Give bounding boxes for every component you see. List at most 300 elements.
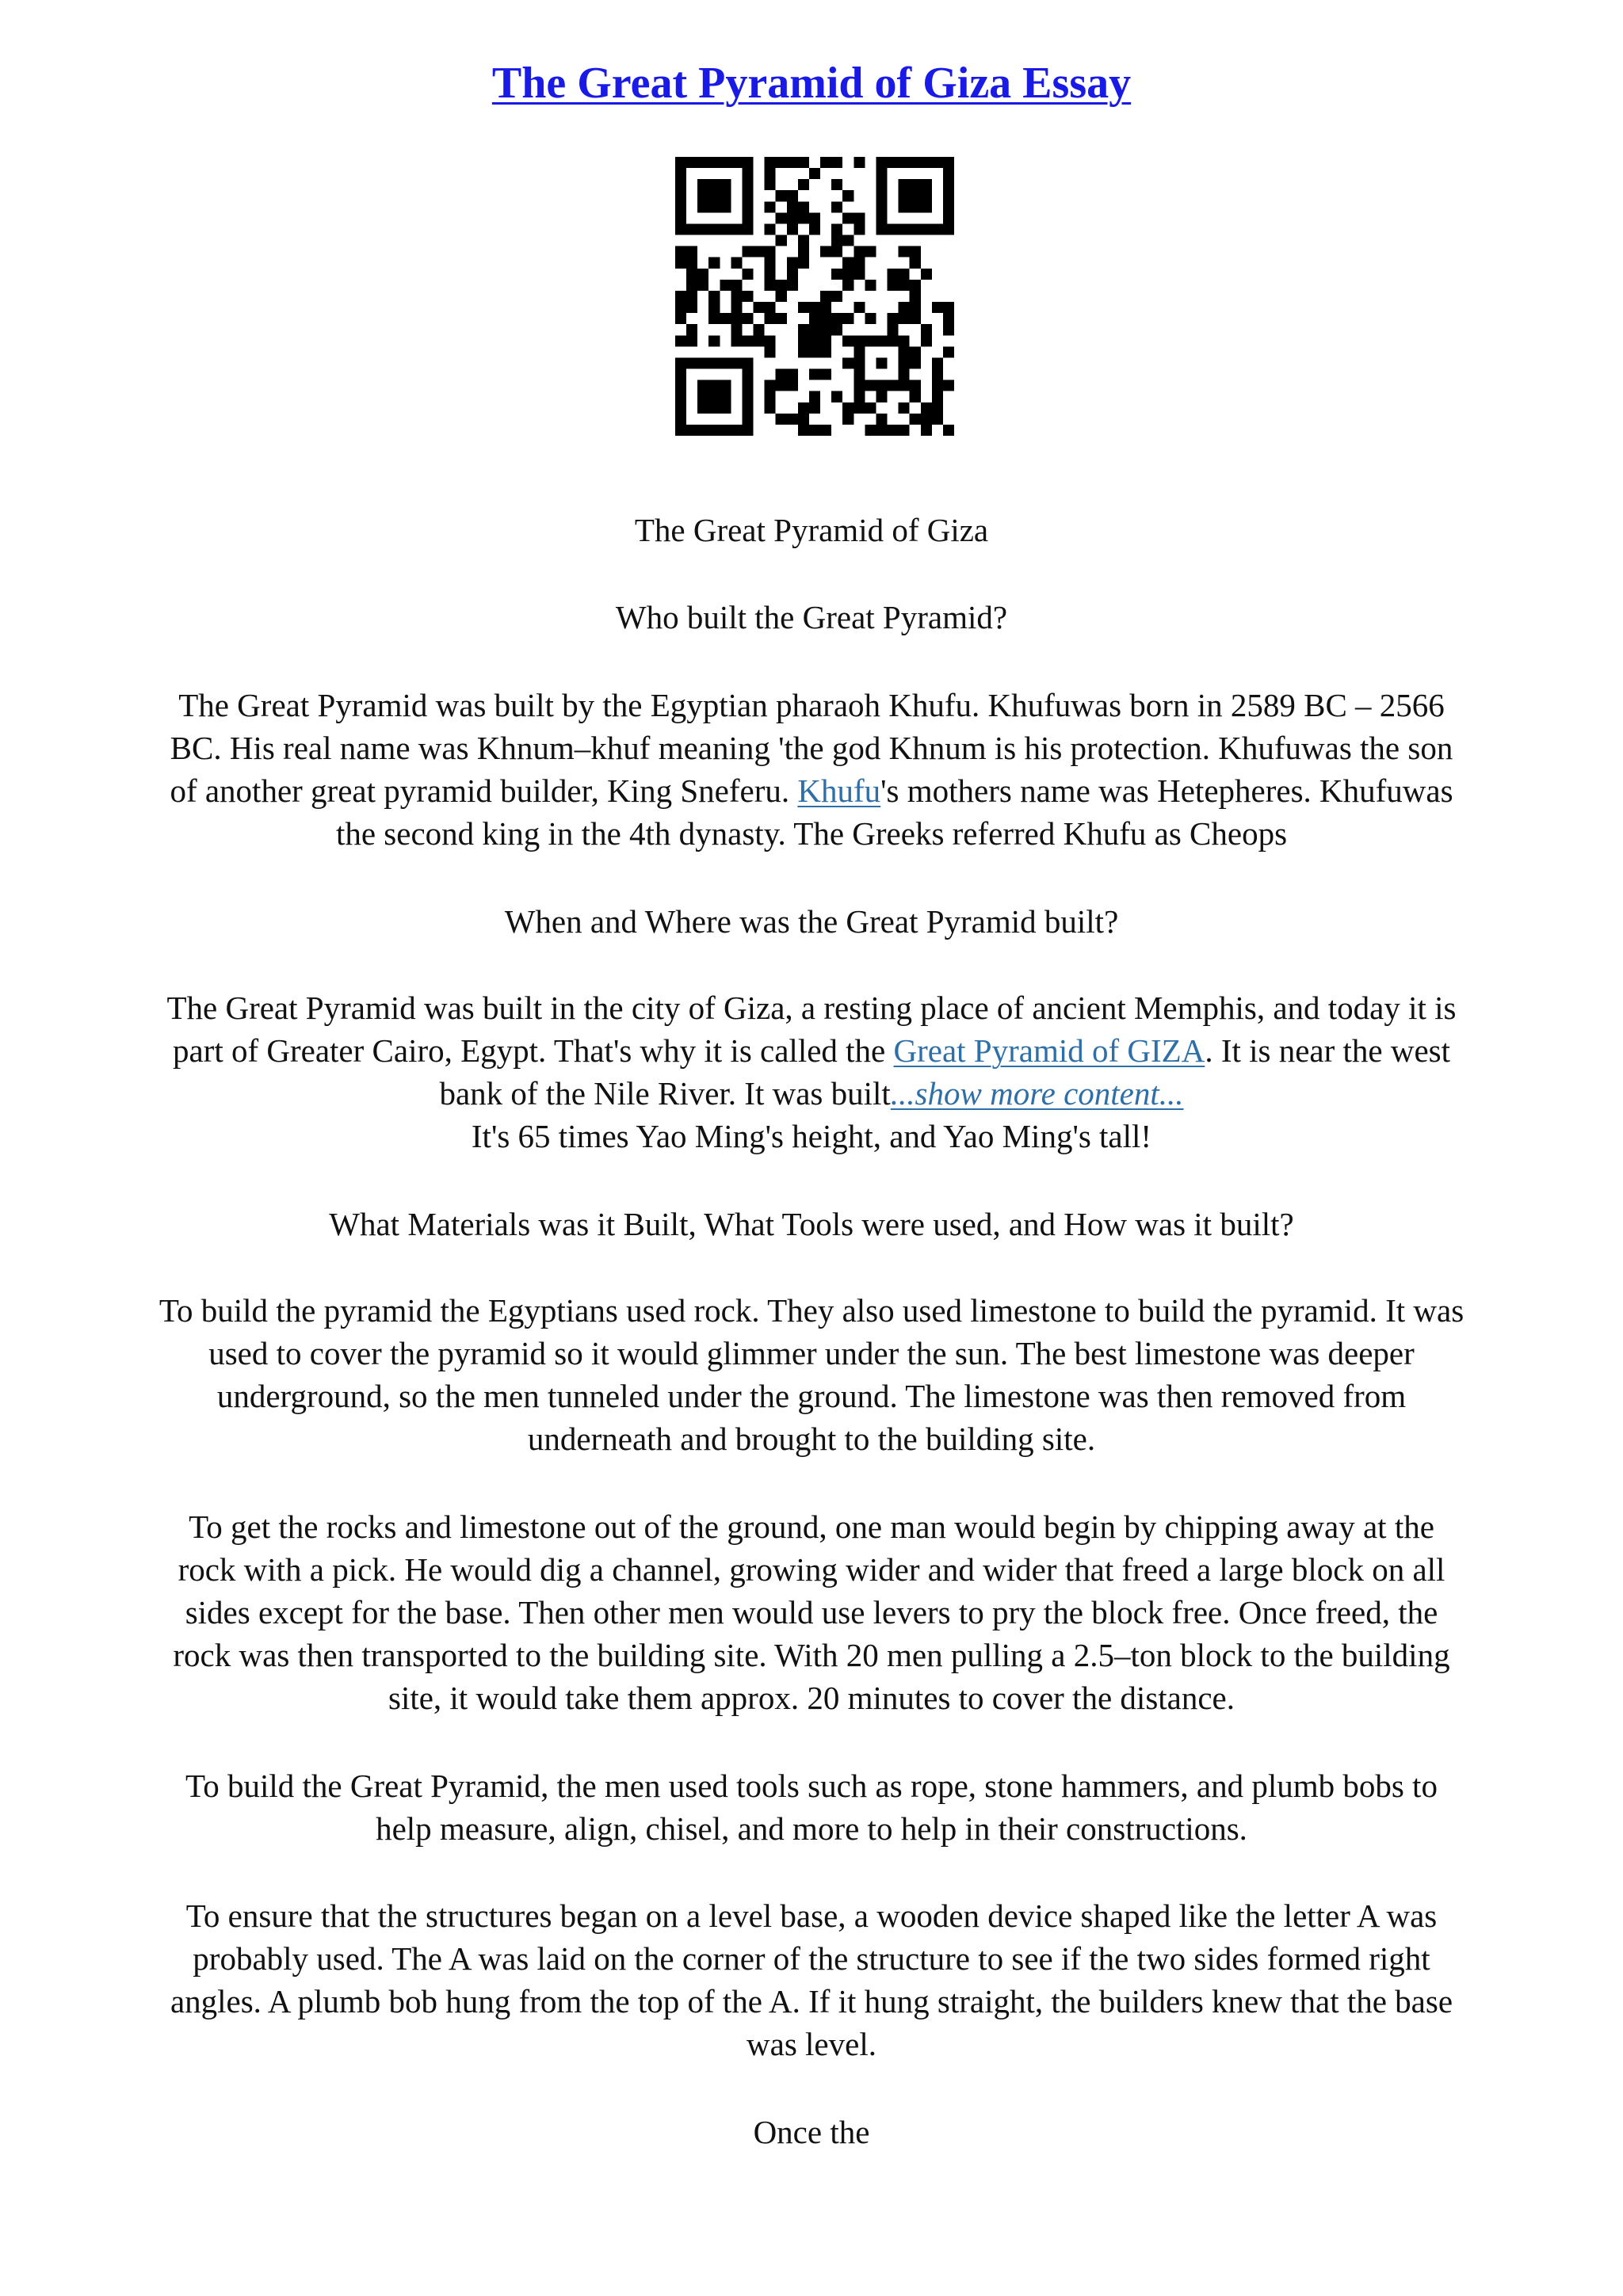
qr-module <box>921 402 932 414</box>
qr-module <box>742 190 753 201</box>
qr-module <box>776 414 787 425</box>
qr-module <box>675 313 686 324</box>
qr-module <box>820 246 831 257</box>
text-span: of another great pyramid builder, King Sneferu. <box>170 772 798 809</box>
qr-module <box>798 246 809 257</box>
qr-module <box>842 212 854 223</box>
qr-module <box>854 223 865 235</box>
qr-module <box>675 223 686 235</box>
qr-module <box>798 257 809 269</box>
qr-module <box>765 179 776 190</box>
qr-module <box>932 402 943 414</box>
qr-module <box>708 402 720 414</box>
qr-module <box>731 280 742 291</box>
qr-module <box>876 357 887 368</box>
essay-title-link[interactable]: The Great Pyramid of Giza Essay <box>491 59 1132 108</box>
qr-module <box>899 357 910 368</box>
paragraph-line <box>0 1029 1623 1072</box>
qr-module <box>708 257 720 269</box>
qr-module <box>708 313 720 324</box>
qr-module <box>820 369 831 380</box>
show-more-content-link[interactable]: ...show more content... <box>890 1075 1184 1112</box>
qr-module <box>697 402 708 414</box>
qr-module <box>776 212 787 223</box>
paragraph-line: To build the Great Pyramid, the men used tools such as rope, stone hammers, and plumb bobs to <box>185 1768 1438 1804</box>
qr-module <box>765 246 776 257</box>
qr-module <box>787 269 798 280</box>
qr-module <box>798 201 809 212</box>
qr-module <box>742 391 753 402</box>
qr-module <box>932 302 943 313</box>
text-span: bank of the Nile River. It was built <box>439 1075 891 1112</box>
qr-module <box>686 291 697 302</box>
qr-module <box>708 291 720 302</box>
qr-module <box>943 223 954 235</box>
qr-module <box>865 246 876 257</box>
qr-module <box>776 291 787 302</box>
qr-module <box>675 414 686 425</box>
qr-module <box>943 157 954 168</box>
paragraph-line: angles. A plumb bob hung from the top of the A. If it hung straight, the builders knew that the base <box>170 1983 1453 2019</box>
qr-module <box>854 246 865 257</box>
qr-module <box>798 414 809 425</box>
qr-module <box>899 201 910 212</box>
qr-module <box>686 335 697 346</box>
qr-module <box>742 223 753 235</box>
paragraph-line: site, it would take them approx. 20 minutes to cover the distance. <box>388 1680 1235 1716</box>
qr-module <box>776 190 787 201</box>
qr-module <box>765 223 776 235</box>
qr-module <box>720 380 731 391</box>
qr-module <box>932 369 943 380</box>
qr-module <box>765 201 776 212</box>
qr-module <box>921 190 932 201</box>
qr-module <box>943 201 954 212</box>
qr-module <box>787 414 798 425</box>
qr-module <box>809 425 820 436</box>
qr-module <box>842 414 854 425</box>
qr-module <box>910 414 921 425</box>
qr-module <box>943 425 954 436</box>
paragraph-line: sides except for the base. Then other men would use levers to pry the block free. Once freed, the <box>185 1594 1438 1630</box>
qr-module <box>854 212 865 223</box>
qr-module <box>776 380 787 391</box>
qr-module <box>809 324 820 335</box>
qr-module <box>697 269 708 280</box>
qr-module <box>720 179 731 190</box>
qr-module <box>765 157 776 168</box>
qr-module <box>854 335 865 346</box>
qr-module <box>842 313 854 324</box>
qr-module <box>876 157 887 168</box>
qr-module <box>754 335 765 346</box>
qr-module <box>686 302 697 313</box>
qr-module <box>731 257 742 269</box>
qr-module <box>899 179 910 190</box>
qr-module <box>787 201 798 212</box>
paragraph-line: probably used. The A was laid on the corner of the structure to see if the two sides formed right <box>193 1940 1430 1977</box>
qr-module <box>888 223 899 235</box>
paragraph-line: It's 65 times Yao Ming's height, and Yao Ming's tall! <box>471 1118 1152 1154</box>
qr-module <box>675 402 686 414</box>
qr-module <box>910 313 921 324</box>
qr-module <box>910 302 921 313</box>
qr-module <box>754 324 765 335</box>
qr-module <box>765 402 776 414</box>
qr-module <box>809 335 820 346</box>
qr-module <box>675 190 686 201</box>
qr-module <box>765 257 776 269</box>
qr-module <box>708 380 720 391</box>
qr-module <box>820 157 831 168</box>
qr-module <box>831 157 842 168</box>
qr-module <box>776 235 787 246</box>
qr-module <box>809 346 820 357</box>
qr-module <box>876 414 887 425</box>
paragraph-line: The Great Pyramid was built in the city of Giza, a resting place of ancient Memphis, and today it is <box>166 990 1457 1026</box>
qr-module <box>899 190 910 201</box>
qr-module <box>675 425 686 436</box>
paragraph-line: The Great Pyramid was built by the Egyptian pharaoh Khufu. Khufuwas born in 2589 BC – 2566 <box>178 687 1445 723</box>
paragraph-line: rock with a pick. He would dig a channel, growing wider and wider that freed a large block on all <box>178 1551 1445 1588</box>
qr-module <box>831 179 842 190</box>
qr-module <box>798 302 809 313</box>
qr-module <box>910 190 921 201</box>
qr-module <box>720 425 731 436</box>
qr-module <box>720 201 731 212</box>
qr-module <box>932 157 943 168</box>
qr-module <box>686 257 697 269</box>
qr-module <box>921 269 932 280</box>
qr-module <box>765 335 776 346</box>
qr-module <box>865 335 876 346</box>
qr-module <box>731 291 742 302</box>
qr-module <box>686 246 697 257</box>
qr-module <box>765 313 776 324</box>
text-span: part of Greater Cairo, Egypt. That's why it is called the <box>172 1032 894 1069</box>
qr-module <box>910 246 921 257</box>
qr-module <box>798 324 809 335</box>
qr-module <box>787 223 798 235</box>
qr-module <box>798 402 809 414</box>
qr-module <box>742 246 753 257</box>
qr-module <box>888 280 899 291</box>
paragraph-line: underneath and brought to the building site. <box>527 1421 1096 1457</box>
qr-module <box>899 380 910 391</box>
qr-module <box>932 357 943 368</box>
qr-module <box>865 280 876 291</box>
qr-module <box>854 346 865 357</box>
qr-module <box>787 190 798 201</box>
qr-module <box>675 369 686 380</box>
qr-module <box>765 346 776 357</box>
qr-module <box>921 223 932 235</box>
qr-module <box>742 402 753 414</box>
qr-module <box>731 157 742 168</box>
qr-module <box>776 313 787 324</box>
qr-module <box>765 168 776 179</box>
qr-module <box>854 269 865 280</box>
qr-module <box>809 212 820 223</box>
question-who-built: Who built the Great Pyramid? <box>615 599 1008 635</box>
qr-module <box>798 235 809 246</box>
khufu-link[interactable]: Khufu <box>797 772 881 809</box>
qr-module <box>675 212 686 223</box>
qr-module <box>820 291 831 302</box>
qr-module <box>776 157 787 168</box>
qr-module <box>910 380 921 391</box>
qr-module <box>675 201 686 212</box>
qr-module <box>731 324 742 335</box>
qr-module <box>876 190 887 201</box>
qr-module <box>742 357 753 368</box>
qr-module <box>943 324 954 335</box>
qr-module <box>697 280 708 291</box>
qr-module <box>876 168 887 179</box>
qr-module <box>798 335 809 346</box>
paragraph-line: used to cover the pyramid so it would glimmer under the sun. The best limestone was deeper <box>208 1335 1415 1371</box>
question-materials-tools: What Materials was it Built, What Tools were used, and How was it built? <box>329 1206 1294 1242</box>
qr-module <box>720 223 731 235</box>
qr-module <box>820 313 831 324</box>
qr-module <box>910 346 921 357</box>
qr-module <box>708 157 720 168</box>
qr-module <box>675 302 686 313</box>
qr-module <box>720 313 731 324</box>
essay-heading: The Great Pyramid of Giza <box>634 512 989 548</box>
qr-module <box>921 324 932 335</box>
paragraph-line: To ensure that the structures began on a level base, a wooden device shaped like the letter A was <box>185 1897 1438 1934</box>
qr-module <box>921 425 932 436</box>
qr-module <box>798 157 809 168</box>
qr-module <box>675 179 686 190</box>
qr-module <box>842 357 854 368</box>
qr-module <box>910 223 921 235</box>
qr-module <box>854 302 865 313</box>
qr-module <box>809 369 820 380</box>
qr-module <box>820 346 831 357</box>
qr-module <box>876 380 887 391</box>
qr-module <box>708 302 720 313</box>
great-pyramid-of-giza-link[interactable]: Great Pyramid of GIZA <box>893 1032 1205 1069</box>
qr-module <box>809 391 820 402</box>
qr-module <box>876 201 887 212</box>
qr-module <box>910 280 921 291</box>
qr-module <box>943 346 954 357</box>
qr-module <box>754 246 765 257</box>
qr-module <box>675 357 686 368</box>
qr-module <box>787 157 798 168</box>
qr-module <box>899 280 910 291</box>
qr-module <box>686 157 697 168</box>
qr-module <box>899 402 910 414</box>
qr-module <box>809 168 820 179</box>
qr-module <box>842 269 854 280</box>
qr-module <box>854 157 865 168</box>
qr-module <box>765 280 776 291</box>
essay-title <box>0 57 1623 110</box>
qr-module <box>842 280 854 291</box>
qr-module <box>686 280 697 291</box>
qr-module <box>831 291 842 302</box>
qr-module <box>831 324 842 335</box>
qr-module <box>742 157 753 168</box>
qr-module <box>910 291 921 302</box>
qr-module <box>809 302 820 313</box>
qr-module <box>854 380 865 391</box>
qr-module <box>787 369 798 380</box>
qr-module <box>686 324 697 335</box>
qr-module <box>787 380 798 391</box>
qr-module <box>899 302 910 313</box>
qr-module <box>708 223 720 235</box>
qr-module <box>686 269 697 280</box>
qr-module <box>720 280 731 291</box>
qr-module <box>675 168 686 179</box>
qr-module <box>742 335 753 346</box>
qr-module <box>675 157 686 168</box>
qr-module <box>910 391 921 402</box>
paragraph-line: To get the rocks and limestone out of the ground, one man would begin by chipping away at the <box>189 1508 1434 1545</box>
qr-module <box>820 335 831 346</box>
qr-module <box>765 391 776 402</box>
qr-module <box>842 190 854 201</box>
qr-module <box>742 212 753 223</box>
qr-module <box>899 157 910 168</box>
qr-module <box>787 212 798 223</box>
qr-module <box>876 212 887 223</box>
qr-module <box>742 269 753 280</box>
qr-module <box>899 335 910 346</box>
text-span: 's mothers name was Hetepheres. Khufuwas <box>880 772 1453 809</box>
qr-module <box>831 235 842 246</box>
qr-module <box>820 324 831 335</box>
qr-module <box>686 357 697 368</box>
qr-code-icon <box>675 157 954 436</box>
qr-module <box>787 257 798 269</box>
qr-module <box>675 257 686 269</box>
qr-module <box>865 402 876 414</box>
qr-module <box>675 246 686 257</box>
qr-module <box>910 257 921 269</box>
qr-module <box>731 313 742 324</box>
qr-module <box>899 346 910 357</box>
qr-module <box>899 269 910 280</box>
qr-module <box>921 179 932 190</box>
qr-module <box>865 425 876 436</box>
qr-module <box>742 425 753 436</box>
qr-module <box>776 369 787 380</box>
paragraph-line: BC. His real name was Khnum–khuf meaning 'the god Khnum is his protection. Khufuwas the son <box>170 730 1453 766</box>
qr-module <box>731 357 742 368</box>
qr-module <box>742 168 753 179</box>
qr-module <box>809 402 820 414</box>
qr-module <box>831 246 842 257</box>
qr-module <box>910 357 921 368</box>
qr-module <box>943 380 954 391</box>
qr-module <box>831 313 842 324</box>
qr-module <box>765 269 776 280</box>
qr-module <box>742 201 753 212</box>
qr-module <box>876 179 887 190</box>
qr-module <box>697 190 708 201</box>
qr-module <box>765 380 776 391</box>
qr-module <box>943 190 954 201</box>
paragraph-line: the second king in the 4th dynasty. The Greeks referred Khufu as Cheops <box>335 815 1288 852</box>
qr-module <box>708 425 720 436</box>
qr-module <box>854 369 865 380</box>
paragraph-line: underground, so the men tunneled under the ground. The limestone was then removed from <box>216 1378 1407 1414</box>
qr-module <box>708 190 720 201</box>
qr-module <box>742 369 753 380</box>
qr-module <box>888 157 899 168</box>
qr-module <box>742 380 753 391</box>
qr-module <box>932 380 943 391</box>
qr-module <box>731 302 742 313</box>
qr-module <box>697 201 708 212</box>
qr-module <box>899 246 910 257</box>
qr-module <box>765 302 776 313</box>
qr-module <box>888 313 899 324</box>
qr-module <box>899 313 910 324</box>
qr-module <box>708 391 720 402</box>
qr-module <box>742 291 753 302</box>
qr-module <box>731 425 742 436</box>
qr-module <box>675 391 686 402</box>
qr-module <box>798 346 809 357</box>
qr-module <box>910 157 921 168</box>
qr-module <box>876 335 887 346</box>
qr-module <box>842 402 854 414</box>
qr-module <box>820 302 831 313</box>
qr-module <box>697 357 708 368</box>
qr-module <box>854 402 865 414</box>
paragraph-line: rock was then transported to the building site. With 20 men pulling a 2.5–ton block to the building <box>173 1637 1450 1673</box>
qr-module <box>876 425 887 436</box>
qr-module <box>731 223 742 235</box>
qr-module <box>876 223 887 235</box>
qr-module <box>910 201 921 212</box>
qr-module <box>697 179 708 190</box>
qr-module <box>742 414 753 425</box>
qr-module <box>798 212 809 223</box>
qr-module <box>675 291 686 302</box>
qr-module <box>932 391 943 402</box>
qr-module <box>888 269 899 280</box>
qr-module <box>697 157 708 168</box>
qr-module <box>921 414 932 425</box>
qr-module <box>910 179 921 190</box>
qr-module <box>888 335 899 346</box>
qr-module <box>842 335 854 346</box>
qr-module <box>776 280 787 291</box>
qr-module <box>697 380 708 391</box>
qr-module <box>708 201 720 212</box>
qr-module <box>943 168 954 179</box>
qr-module <box>809 223 820 235</box>
qr-module <box>899 369 910 380</box>
qr-module <box>708 357 720 368</box>
qr-module <box>754 302 765 313</box>
qr-module <box>742 313 753 324</box>
qr-module <box>865 313 876 324</box>
qr-module <box>675 380 686 391</box>
qr-module <box>720 357 731 368</box>
qr-module <box>720 402 731 414</box>
paragraph-line: help measure, align, chisel, and more to help in their constructions. <box>376 1810 1247 1847</box>
qr-module <box>899 223 910 235</box>
qr-module <box>675 335 686 346</box>
